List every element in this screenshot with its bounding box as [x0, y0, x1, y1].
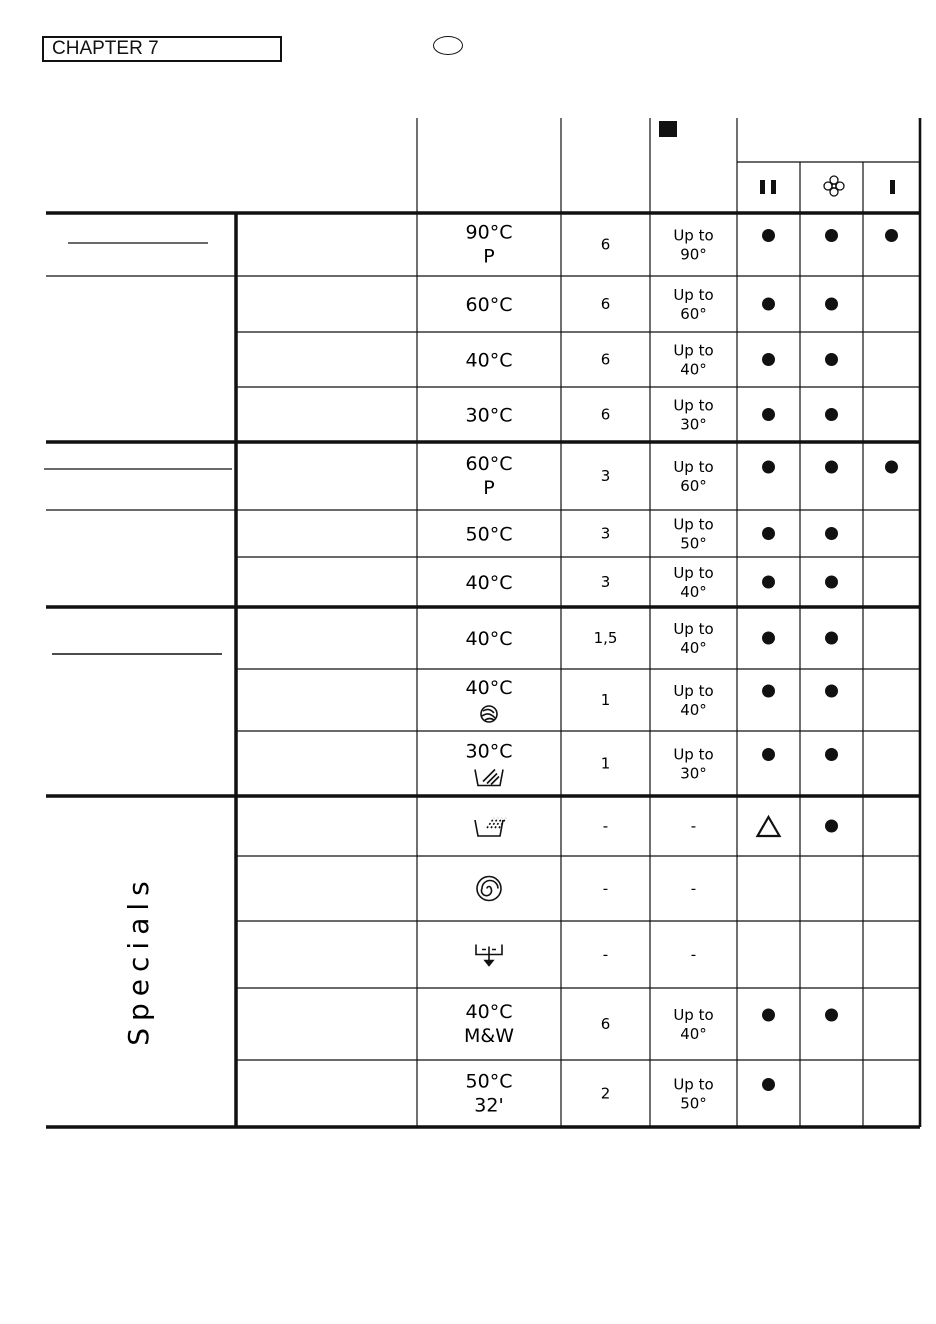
option-dot [825, 298, 838, 311]
option-dot [825, 1009, 838, 1022]
option-dot [762, 685, 775, 698]
option-dot [825, 229, 838, 242]
pause-bars-icon [760, 180, 776, 194]
temp-range-value: - [690, 945, 697, 964]
handwash-icon [475, 770, 503, 786]
temperature-label: 90°C [465, 221, 513, 244]
option-dot [762, 576, 775, 589]
temp-range-label: Up to [673, 226, 714, 245]
chapter-label: CHAPTER 7 [42, 36, 282, 62]
temperature-label: 40°C [465, 677, 513, 699]
max-load-value: 6 [600, 405, 611, 424]
rinse-icon [475, 818, 506, 836]
temperature-label: 30°C [465, 404, 513, 427]
option-dot [825, 820, 838, 833]
temp-range-value: 40° [680, 1025, 707, 1043]
max-load-value: 6 [600, 1015, 611, 1033]
max-load-value: 1 [600, 691, 611, 709]
max-load-value: 2 [600, 1084, 611, 1103]
temp-range-value: 30° [680, 764, 707, 783]
temp-range-value: - [690, 879, 697, 898]
max-load-value: 6 [600, 350, 611, 369]
temp-range-value: 50° [680, 534, 707, 553]
option-dot [825, 576, 838, 589]
option-dot [825, 685, 838, 698]
max-load-value: 1 [600, 754, 611, 773]
temp-range-label: Up to [673, 396, 714, 415]
single-bar-icon [890, 180, 895, 194]
temp-range-value: 90° [680, 245, 707, 264]
temp-range-value: 40° [680, 583, 707, 601]
temperature-label: 60°C [465, 453, 513, 475]
temp-range-label: Up to [673, 341, 714, 360]
programme-symbol: M&W [464, 1025, 514, 1047]
temp-range-value: - [690, 817, 697, 835]
temp-range-label: Up to [673, 564, 714, 582]
wool-icon-strands [482, 709, 495, 720]
temperature-label: 40°C [465, 628, 513, 650]
option-dot [762, 1078, 775, 1091]
max-load-value: 6 [600, 235, 611, 254]
programme-symbol: P [483, 477, 495, 499]
option-dot [825, 408, 838, 421]
option-dot [762, 461, 775, 474]
temp-range-value: 60° [680, 477, 707, 495]
max-load-value: 3 [600, 524, 611, 543]
temperature-label: 30°C [465, 740, 513, 763]
temp-range-label: Up to [673, 1075, 714, 1094]
temp-range-label: Up to [673, 1006, 714, 1024]
max-load-value: 3 [600, 467, 611, 485]
temperature-label: 40°C [465, 349, 513, 372]
temp-range-value: 40° [680, 701, 707, 719]
rinse-icon-tub [475, 820, 503, 836]
max-load-value: 3 [600, 573, 611, 591]
max-load-value: - [602, 879, 609, 898]
square-icon [659, 121, 677, 137]
temperature-label: 40°C [465, 1001, 513, 1023]
option-dot [762, 632, 775, 645]
option-dot [762, 527, 775, 540]
temp-range-label: Up to [673, 458, 714, 476]
temperature-label: 50°C [465, 1070, 513, 1093]
wool-icon [481, 706, 497, 722]
drain-icon [476, 945, 502, 966]
temp-range-label: Up to [673, 745, 714, 764]
option-dot [762, 229, 775, 242]
temp-range-value: 40° [680, 639, 707, 657]
flower-icon [824, 176, 844, 196]
max-load-value: - [602, 817, 609, 835]
temp-range-label: Up to [673, 620, 714, 638]
temperature-label: 40°C [465, 572, 513, 594]
option-dot [885, 461, 898, 474]
section-specials-label: Specials [122, 874, 155, 1046]
option-dot [762, 748, 775, 761]
temperature-label: 50°C [465, 523, 513, 546]
option-dot [762, 298, 775, 311]
option-dot [825, 748, 838, 761]
drain-icon-arrow-head [485, 961, 493, 966]
option-dot [762, 408, 775, 421]
option-dot [825, 461, 838, 474]
temp-range-label: Up to [673, 682, 714, 700]
option-triangle-icon [758, 817, 780, 836]
option-dot [825, 527, 838, 540]
temperature-label: 60°C [465, 294, 513, 316]
max-load-value: - [602, 945, 609, 964]
max-load-value: 6 [600, 295, 611, 313]
programme-symbol: 32' [474, 1094, 504, 1117]
programme-symbol: P [483, 245, 495, 268]
temp-range-value: 60° [680, 305, 707, 323]
spin-icon [477, 877, 501, 901]
option-dot [762, 1009, 775, 1022]
temp-range-value: 30° [680, 415, 707, 434]
handwash-icon-hand [483, 770, 499, 785]
temp-range-label: Up to [673, 515, 714, 534]
option-dot [762, 353, 775, 366]
temp-range-label: Up to [673, 286, 714, 304]
option-dot [885, 229, 898, 242]
temp-range-value: 40° [680, 360, 707, 379]
option-dot [825, 632, 838, 645]
max-load-value: 1,5 [593, 629, 618, 647]
temp-range-value: 50° [680, 1094, 707, 1113]
option-dot [825, 353, 838, 366]
rinse-icon-spray [487, 818, 494, 828]
spin-icon-spiral [482, 881, 498, 896]
